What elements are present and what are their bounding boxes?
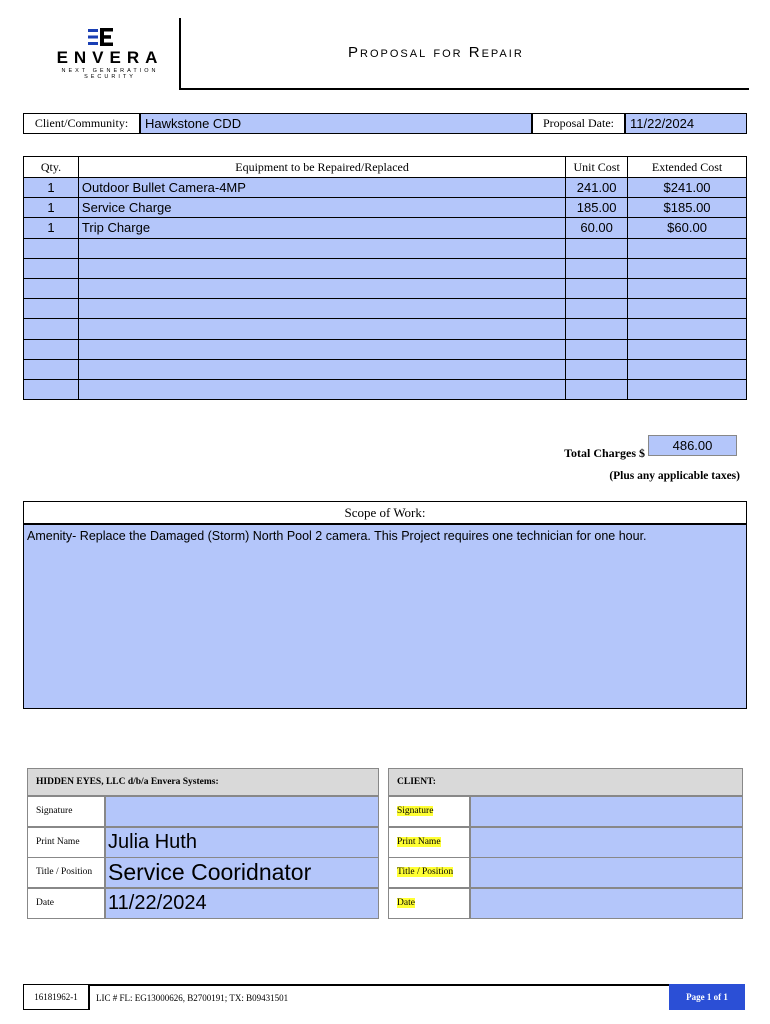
- equipment-cell[interactable]: Outdoor Bullet Camera-4MP: [78, 178, 565, 198]
- table-header-row: [24, 157, 747, 178]
- proposal-date-label: Proposal Date:: [532, 113, 625, 134]
- items-table: [23, 156, 747, 400]
- company-print-name-field[interactable]: Julia Huth: [105, 827, 379, 858]
- envera-logo: [40, 28, 180, 78]
- extended-cost-cell[interactable]: [628, 258, 747, 278]
- extended-cost-cell[interactable]: [628, 379, 747, 399]
- table-row-empty: [24, 339, 747, 359]
- envera-e-mark-icon: [86, 28, 114, 46]
- equipment-cell[interactable]: [78, 379, 565, 399]
- table-row-empty: [24, 299, 747, 319]
- equipment-cell[interactable]: [78, 278, 565, 298]
- extended-cost-cell[interactable]: $185.00: [628, 198, 747, 218]
- client-signature-heading: CLIENT:: [388, 768, 743, 796]
- table-row: [24, 178, 747, 198]
- client-title-field[interactable]: [470, 857, 743, 888]
- company-date-label: Date: [27, 888, 105, 919]
- equipment-cell[interactable]: [78, 258, 565, 278]
- extended-cost-cell[interactable]: [628, 359, 747, 379]
- extended-cost-cell[interactable]: [628, 339, 747, 359]
- client-print-name-label: Print Name: [397, 837, 441, 848]
- header-divider-horizontal: [179, 88, 749, 90]
- equipment-cell[interactable]: [78, 319, 565, 339]
- client-title-label-cell: [388, 857, 470, 888]
- proposal-date-field[interactable]: 11/22/2024: [625, 113, 747, 134]
- equipment-cell[interactable]: [78, 339, 565, 359]
- unit-cost-cell[interactable]: [566, 359, 628, 379]
- total-charges-label: Total Charges $: [564, 446, 645, 460]
- company-print-name-label: Print Name: [27, 827, 105, 858]
- client-date-label: Date: [397, 898, 415, 909]
- client-signature-label: Signature: [397, 806, 434, 817]
- column-header-unit-cost: Unit Cost: [566, 157, 628, 178]
- extended-cost-cell[interactable]: [628, 278, 747, 298]
- scope-text-field[interactable]: Amenity- Replace the Damaged (Storm) North Pool 2 camera. This Project requires one technician for one hour.: [23, 524, 747, 709]
- client-label: Client/Community:: [23, 113, 140, 134]
- header-divider-vertical: [179, 18, 181, 90]
- table-row-empty: [24, 379, 747, 399]
- unit-cost-cell[interactable]: [566, 238, 628, 258]
- column-header-extended-cost: Extended Cost: [628, 157, 747, 178]
- client-field[interactable]: Hawkstone CDD: [140, 113, 532, 134]
- license-info: LIC # FL: EG13000626, B2700191; TX: B09431501: [89, 984, 669, 1010]
- table-row: [24, 218, 747, 238]
- unit-cost-cell[interactable]: [566, 299, 628, 319]
- extended-cost-cell[interactable]: $241.00: [628, 178, 747, 198]
- company-signature-field[interactable]: [105, 796, 379, 827]
- table-row-empty: [24, 278, 747, 298]
- qty-cell[interactable]: 1: [24, 178, 79, 198]
- qty-cell[interactable]: [24, 339, 79, 359]
- client-title-label: Title / Position: [397, 867, 454, 878]
- table-row: [24, 198, 747, 218]
- table-row-empty: [24, 319, 747, 339]
- company-date-field[interactable]: 11/22/2024: [105, 888, 379, 919]
- column-header-qty: Qty.: [24, 157, 79, 178]
- qty-cell[interactable]: [24, 278, 79, 298]
- client-print-name-label-cell: [388, 827, 470, 858]
- qty-cell[interactable]: 1: [24, 198, 79, 218]
- company-signature-label: Signature: [27, 796, 105, 827]
- logo-wordmark: ENVERA: [56, 48, 164, 67]
- unit-cost-cell[interactable]: 60.00: [566, 218, 628, 238]
- client-signature-label-cell: [388, 796, 470, 827]
- signature-block: [27, 768, 743, 918]
- page-number-badge: Page 1 of 1: [669, 984, 745, 1010]
- equipment-cell[interactable]: Service Charge: [78, 198, 565, 218]
- unit-cost-cell[interactable]: [566, 339, 628, 359]
- table-row-empty: [24, 238, 747, 258]
- logo-tagline: NEXT GENERATION SECURITY: [61, 68, 159, 80]
- equipment-cell[interactable]: [78, 359, 565, 379]
- table-row-empty: [24, 258, 747, 278]
- qty-cell[interactable]: [24, 258, 79, 278]
- qty-cell[interactable]: [24, 359, 79, 379]
- qty-cell[interactable]: [24, 319, 79, 339]
- company-title-field[interactable]: Service Cooridnator: [105, 857, 379, 888]
- page-title: Proposal for Repair: [348, 44, 524, 61]
- qty-cell[interactable]: 1: [24, 218, 79, 238]
- extended-cost-cell[interactable]: $60.00: [628, 218, 747, 238]
- extended-cost-cell[interactable]: [628, 238, 747, 258]
- equipment-cell[interactable]: Trip Charge: [78, 218, 565, 238]
- company-title-label: Title / Position: [27, 857, 105, 888]
- unit-cost-cell[interactable]: [566, 258, 628, 278]
- total-charges-field[interactable]: 486.00: [648, 435, 737, 456]
- company-signature-heading: HIDDEN EYES, LLC d/b/a Envera Systems:: [27, 768, 379, 796]
- unit-cost-cell[interactable]: [566, 319, 628, 339]
- extended-cost-cell[interactable]: [628, 299, 747, 319]
- qty-cell[interactable]: [24, 299, 79, 319]
- client-print-name-field[interactable]: [470, 827, 743, 858]
- unit-cost-cell[interactable]: [566, 379, 628, 399]
- document-id: 16181962-1: [23, 984, 89, 1010]
- unit-cost-cell[interactable]: 185.00: [566, 198, 628, 218]
- client-signature-field[interactable]: [470, 796, 743, 827]
- client-date-label-cell: [388, 888, 470, 919]
- equipment-cell[interactable]: [78, 299, 565, 319]
- qty-cell[interactable]: [24, 379, 79, 399]
- qty-cell[interactable]: [24, 238, 79, 258]
- column-header-equipment: Equipment to be Repaired/Replaced: [78, 157, 565, 178]
- extended-cost-cell[interactable]: [628, 319, 747, 339]
- unit-cost-cell[interactable]: [566, 278, 628, 298]
- taxes-note: (Plus any applicable taxes): [609, 470, 740, 482]
- unit-cost-cell[interactable]: 241.00: [566, 178, 628, 198]
- scope-heading: Scope of Work:: [23, 501, 747, 524]
- table-row-empty: [24, 359, 747, 379]
- client-date-field[interactable]: [470, 888, 743, 919]
- equipment-cell[interactable]: [78, 238, 565, 258]
